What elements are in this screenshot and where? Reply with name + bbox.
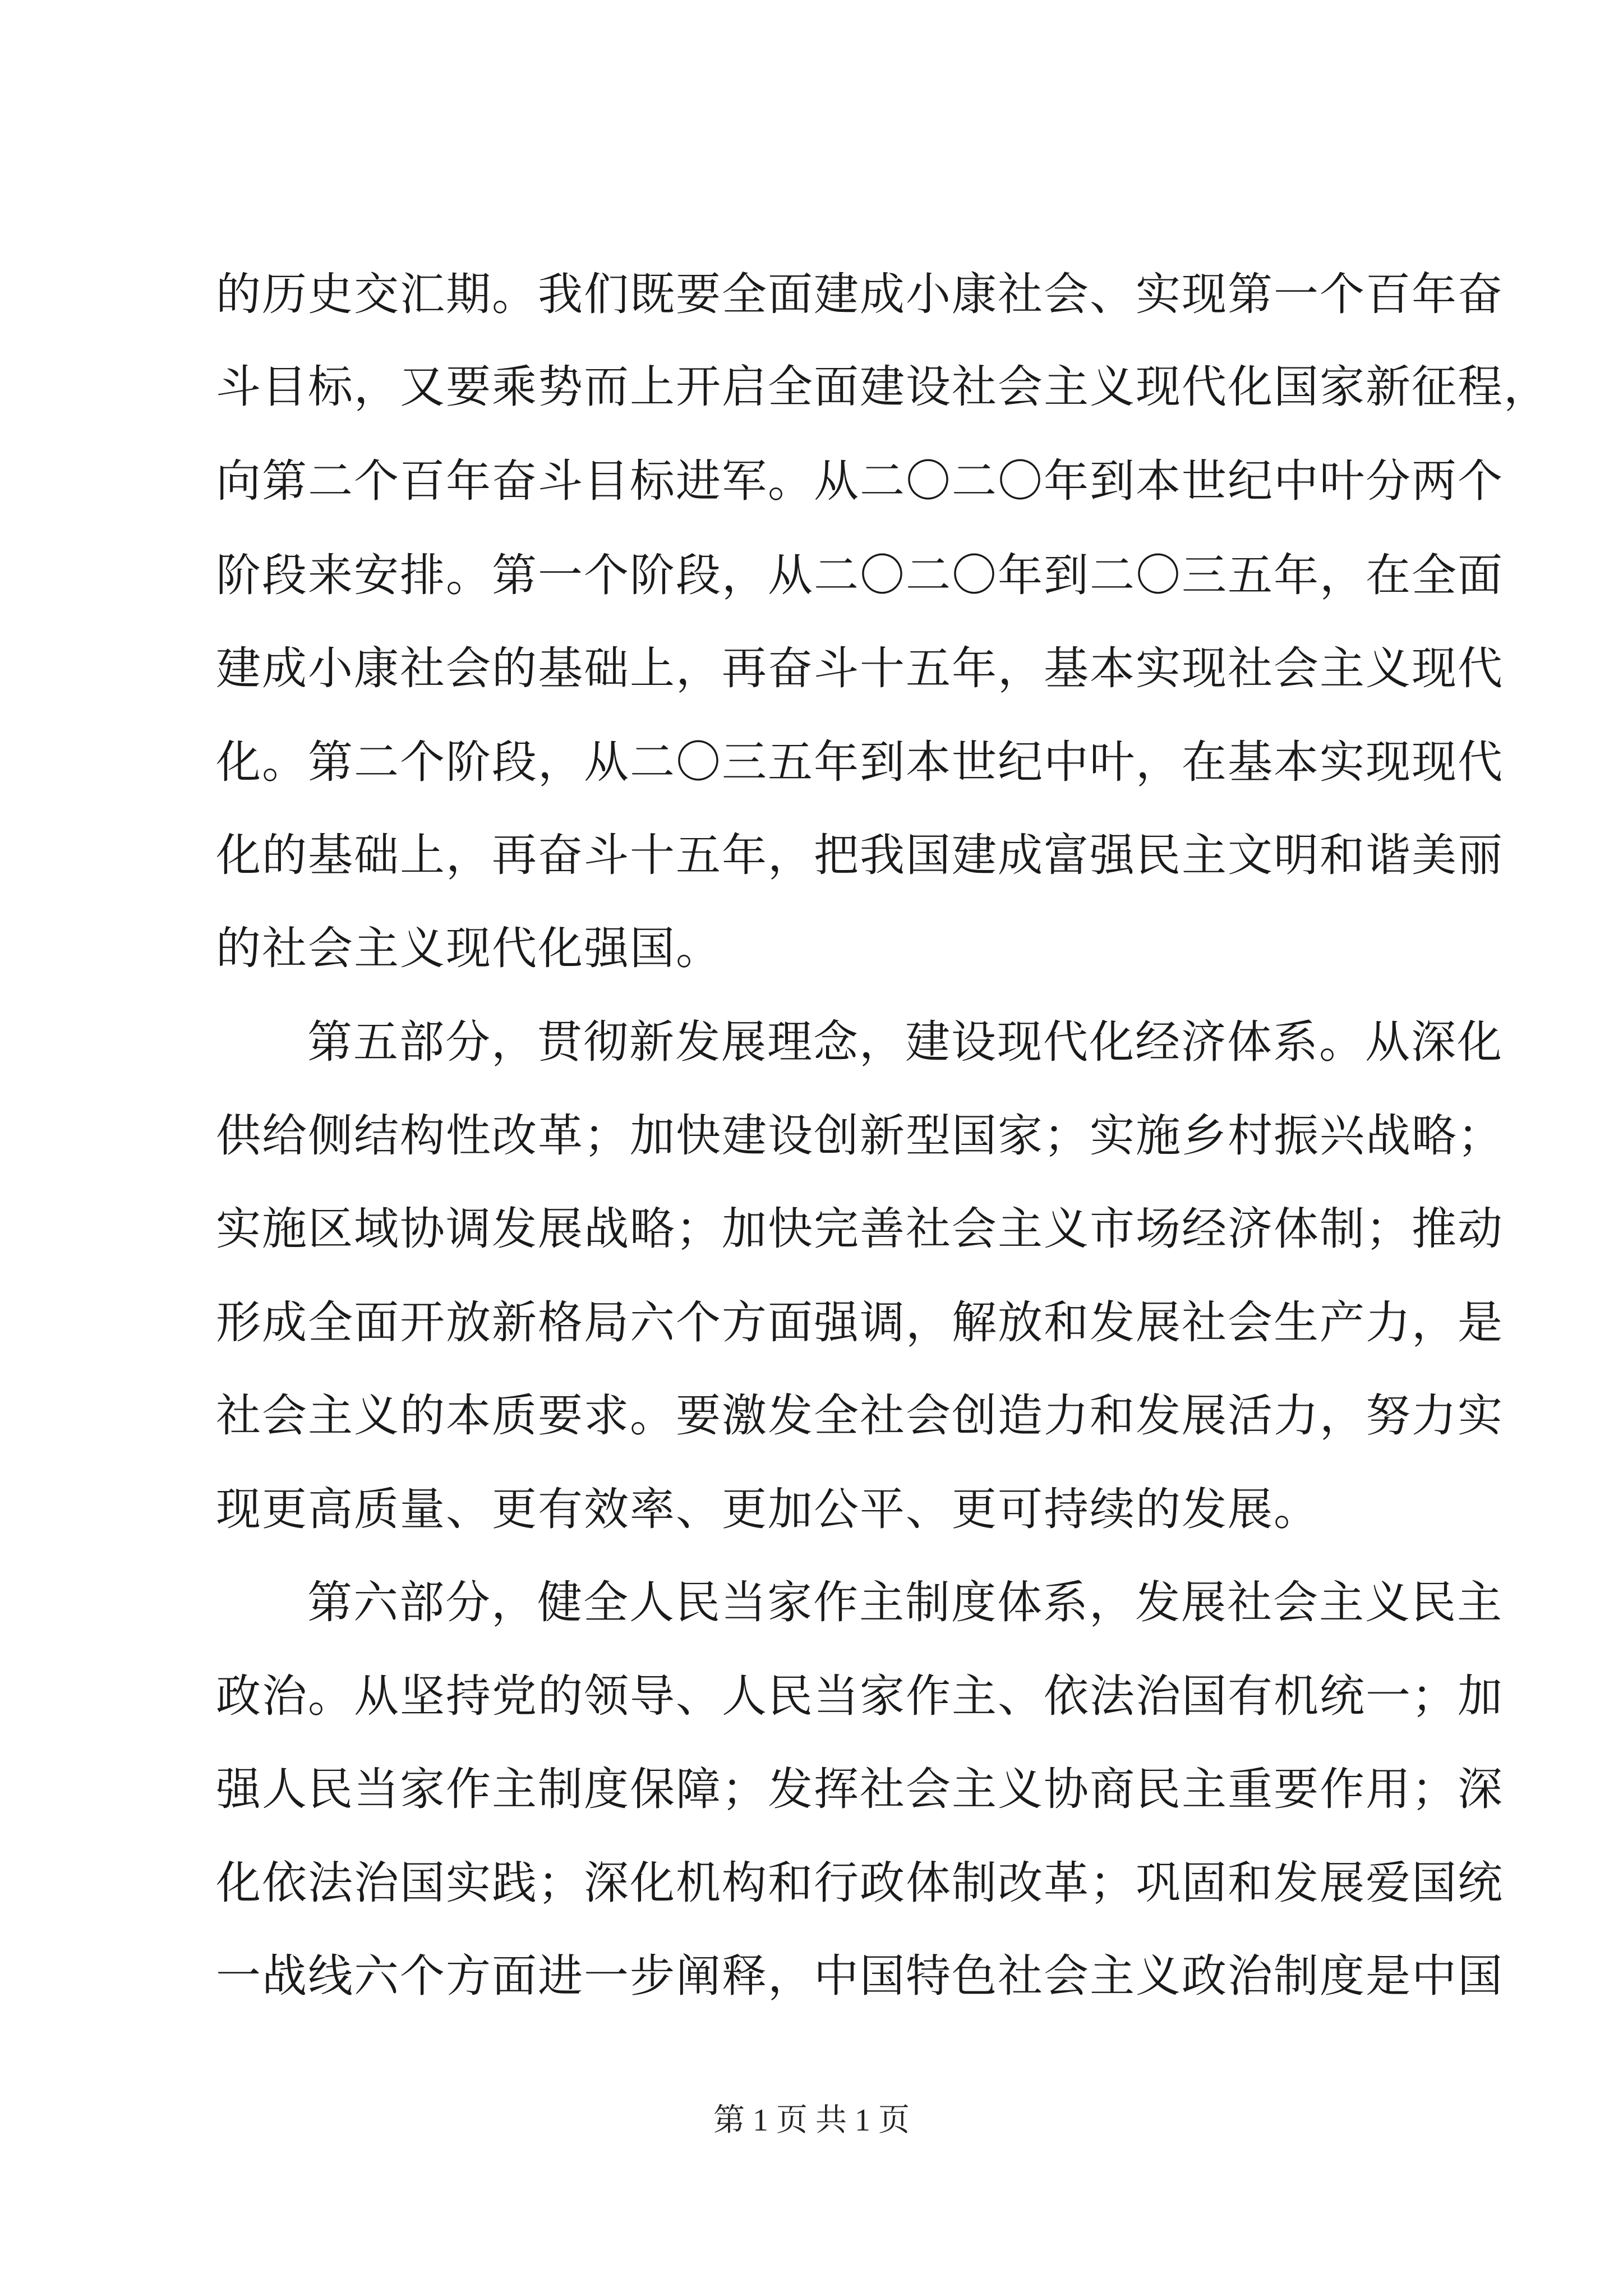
paragraph-2-line-2: 供给侧结构性改革；加快建设创新型国家；实施乡村振兴战略； xyxy=(216,1110,1504,1162)
paragraph-1-line-1: 的历史交汇期。我们既要全面建成小康社会、实现第一个百年奋 xyxy=(216,268,1504,320)
paragraph-3-line-2: 政治。从坚持党的领导、人民当家作主、依法治国有机统一；加 xyxy=(216,1670,1504,1722)
paragraph-2-line-4: 形成全面开放新格局六个方面强调，解放和发展社会生产力，是 xyxy=(216,1296,1504,1349)
paragraph-3-line-5: 一战线六个方面进一步阐释，中国特色社会主义政治制度是中国 xyxy=(216,1950,1504,2002)
paragraph-3-line-3: 强人民当家作主制度保障；发挥社会主义协商民主重要作用；深 xyxy=(216,1763,1504,1815)
page-footer: 第 1 页 共 1 页 xyxy=(713,2103,910,2138)
paragraph-2-line-6: 现更高质量、更有效率、更加公平、更可持续的发展。 xyxy=(216,1483,1320,1535)
paragraph-1-line-2: 斗目标，又要乘势而上开启全面建设社会主义现代化国家新征程， xyxy=(216,361,1550,413)
paragraph-1-line-8: 的社会主义现代化强国。 xyxy=(216,922,722,974)
paragraph-1-line-3: 向第二个百年奋斗目标进军。从二〇二〇年到本世纪中叶分两个 xyxy=(216,455,1504,507)
paragraph-2-line-5: 社会主义的本质要求。要激发全社会创造力和发展活力，努力实 xyxy=(216,1389,1504,1442)
paragraph-2-line-1: 第五部分，贯彻新发展理念，建设现代化经济体系。从深化 xyxy=(307,1016,1503,1068)
paragraph-1-line-7: 化的基础上，再奋斗十五年，把我国建成富强民主文明和谐美丽 xyxy=(216,829,1504,881)
paragraph-1-line-4: 阶段来安排。第一个阶段，从二〇二〇年到二〇三五年，在全面 xyxy=(216,549,1504,601)
paragraph-2-line-3: 实施区域协调发展战略；加快完善社会主义市场经济体制；推动 xyxy=(216,1203,1504,1255)
paragraph-1-line-5: 建成小康社会的基础上，再奋斗十五年，基本实现社会主义现代 xyxy=(216,642,1504,694)
paragraph-3-line-4: 化依法治国实践；深化机构和行政体制改革；巩固和发展爱国统 xyxy=(216,1857,1504,1909)
paragraph-3-line-1: 第六部分，健全人民当家作主制度体系，发展社会主义民主 xyxy=(307,1576,1503,1628)
paragraph-1-line-6: 化。第二个阶段，从二〇三五年到本世纪中叶，在基本实现现代 xyxy=(216,736,1504,788)
